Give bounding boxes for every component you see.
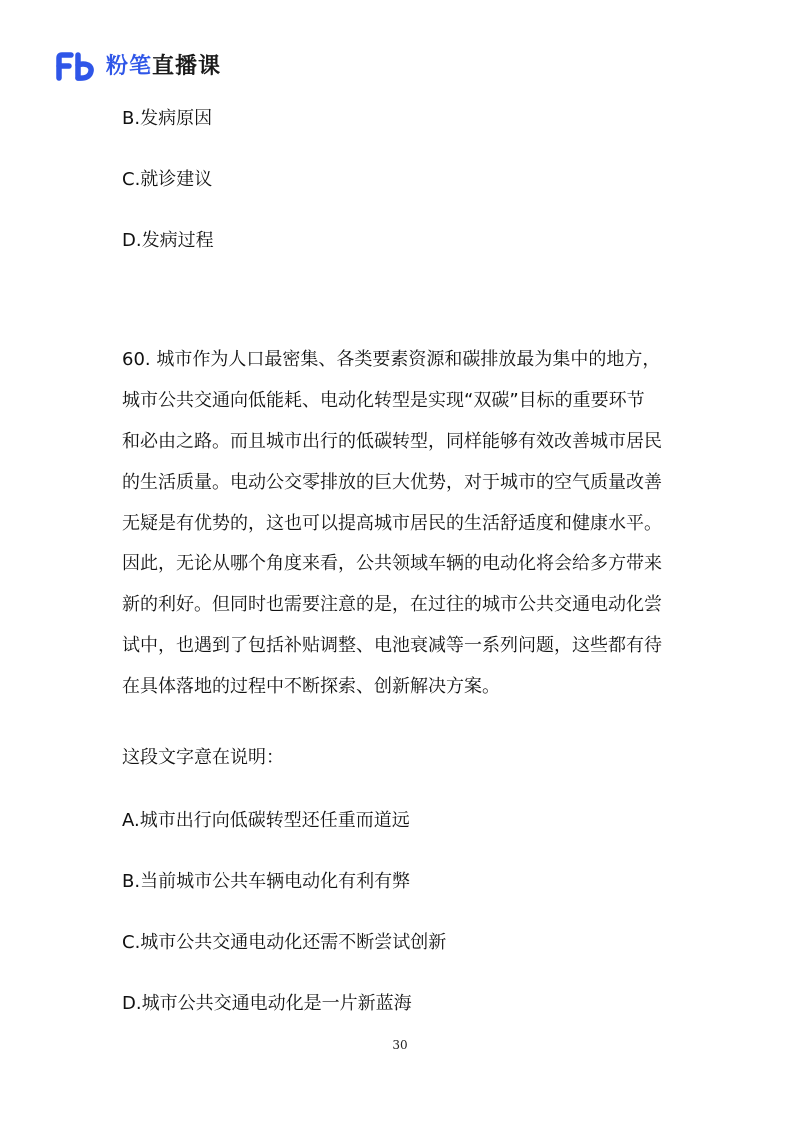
brand-name-fenbi: 粉笔: [106, 54, 153, 79]
answer-option-b: B.当前城市公共车辆电动化有利有弊: [122, 871, 411, 892]
passage-line: 的生活质量。电动公交零排放的巨大优势，对于城市的空气质量改善: [122, 471, 662, 493]
question-passage: [122, 348, 682, 716]
passage-line: 试中，也遇到了包括补贴调整、电池衰减等一系列问题，这些都有待: [122, 635, 662, 657]
passage-line: 无疑是有优势的，这也可以提高城市居民的生活舒适度和健康水平。: [122, 512, 662, 534]
brand-name-live-course: 直播课: [152, 54, 222, 79]
brand-header: [56, 50, 221, 84]
previous-option-d: D.发病过程: [122, 230, 214, 251]
passage-line: 在具体落地的过程中不断探索、创新解决方案。: [122, 676, 500, 698]
passage-line: 60. 城市作为人口最密集、各类要素资源和碳排放最为集中的地方，: [122, 349, 661, 370]
previous-option-c: C.就诊建议: [122, 169, 213, 190]
brand-name: [106, 52, 221, 82]
answer-option-a: A.城市出行向低碳转型还任重而道远: [122, 810, 410, 831]
passage-line: 新的利好。但同时也需要注意的是，在过往的城市公共交通电动化尝: [122, 594, 662, 616]
answer-option-d: D.城市公共交通电动化是一片新蓝海: [122, 993, 412, 1014]
page-number: 30: [392, 1038, 408, 1052]
question-prompt: 这段文字意在说明：: [122, 747, 284, 768]
passage-line: 和必由之路。而且城市出行的低碳转型，同样能够有效改善城市居民: [122, 430, 662, 452]
fenbi-logo-icon: [56, 52, 96, 82]
passage-line: 因此，无论从哪个角度来看，公共领域车辆的电动化将会给多方带来: [122, 553, 662, 575]
answer-option-c: C.城市公共交通电动化还需不断尝试创新: [122, 932, 447, 953]
previous-option-b: B.发病原因: [122, 108, 213, 129]
passage-line: 城市公共交通向低能耗、电动化转型是实现“双碳”目标的重要环节: [122, 389, 645, 411]
